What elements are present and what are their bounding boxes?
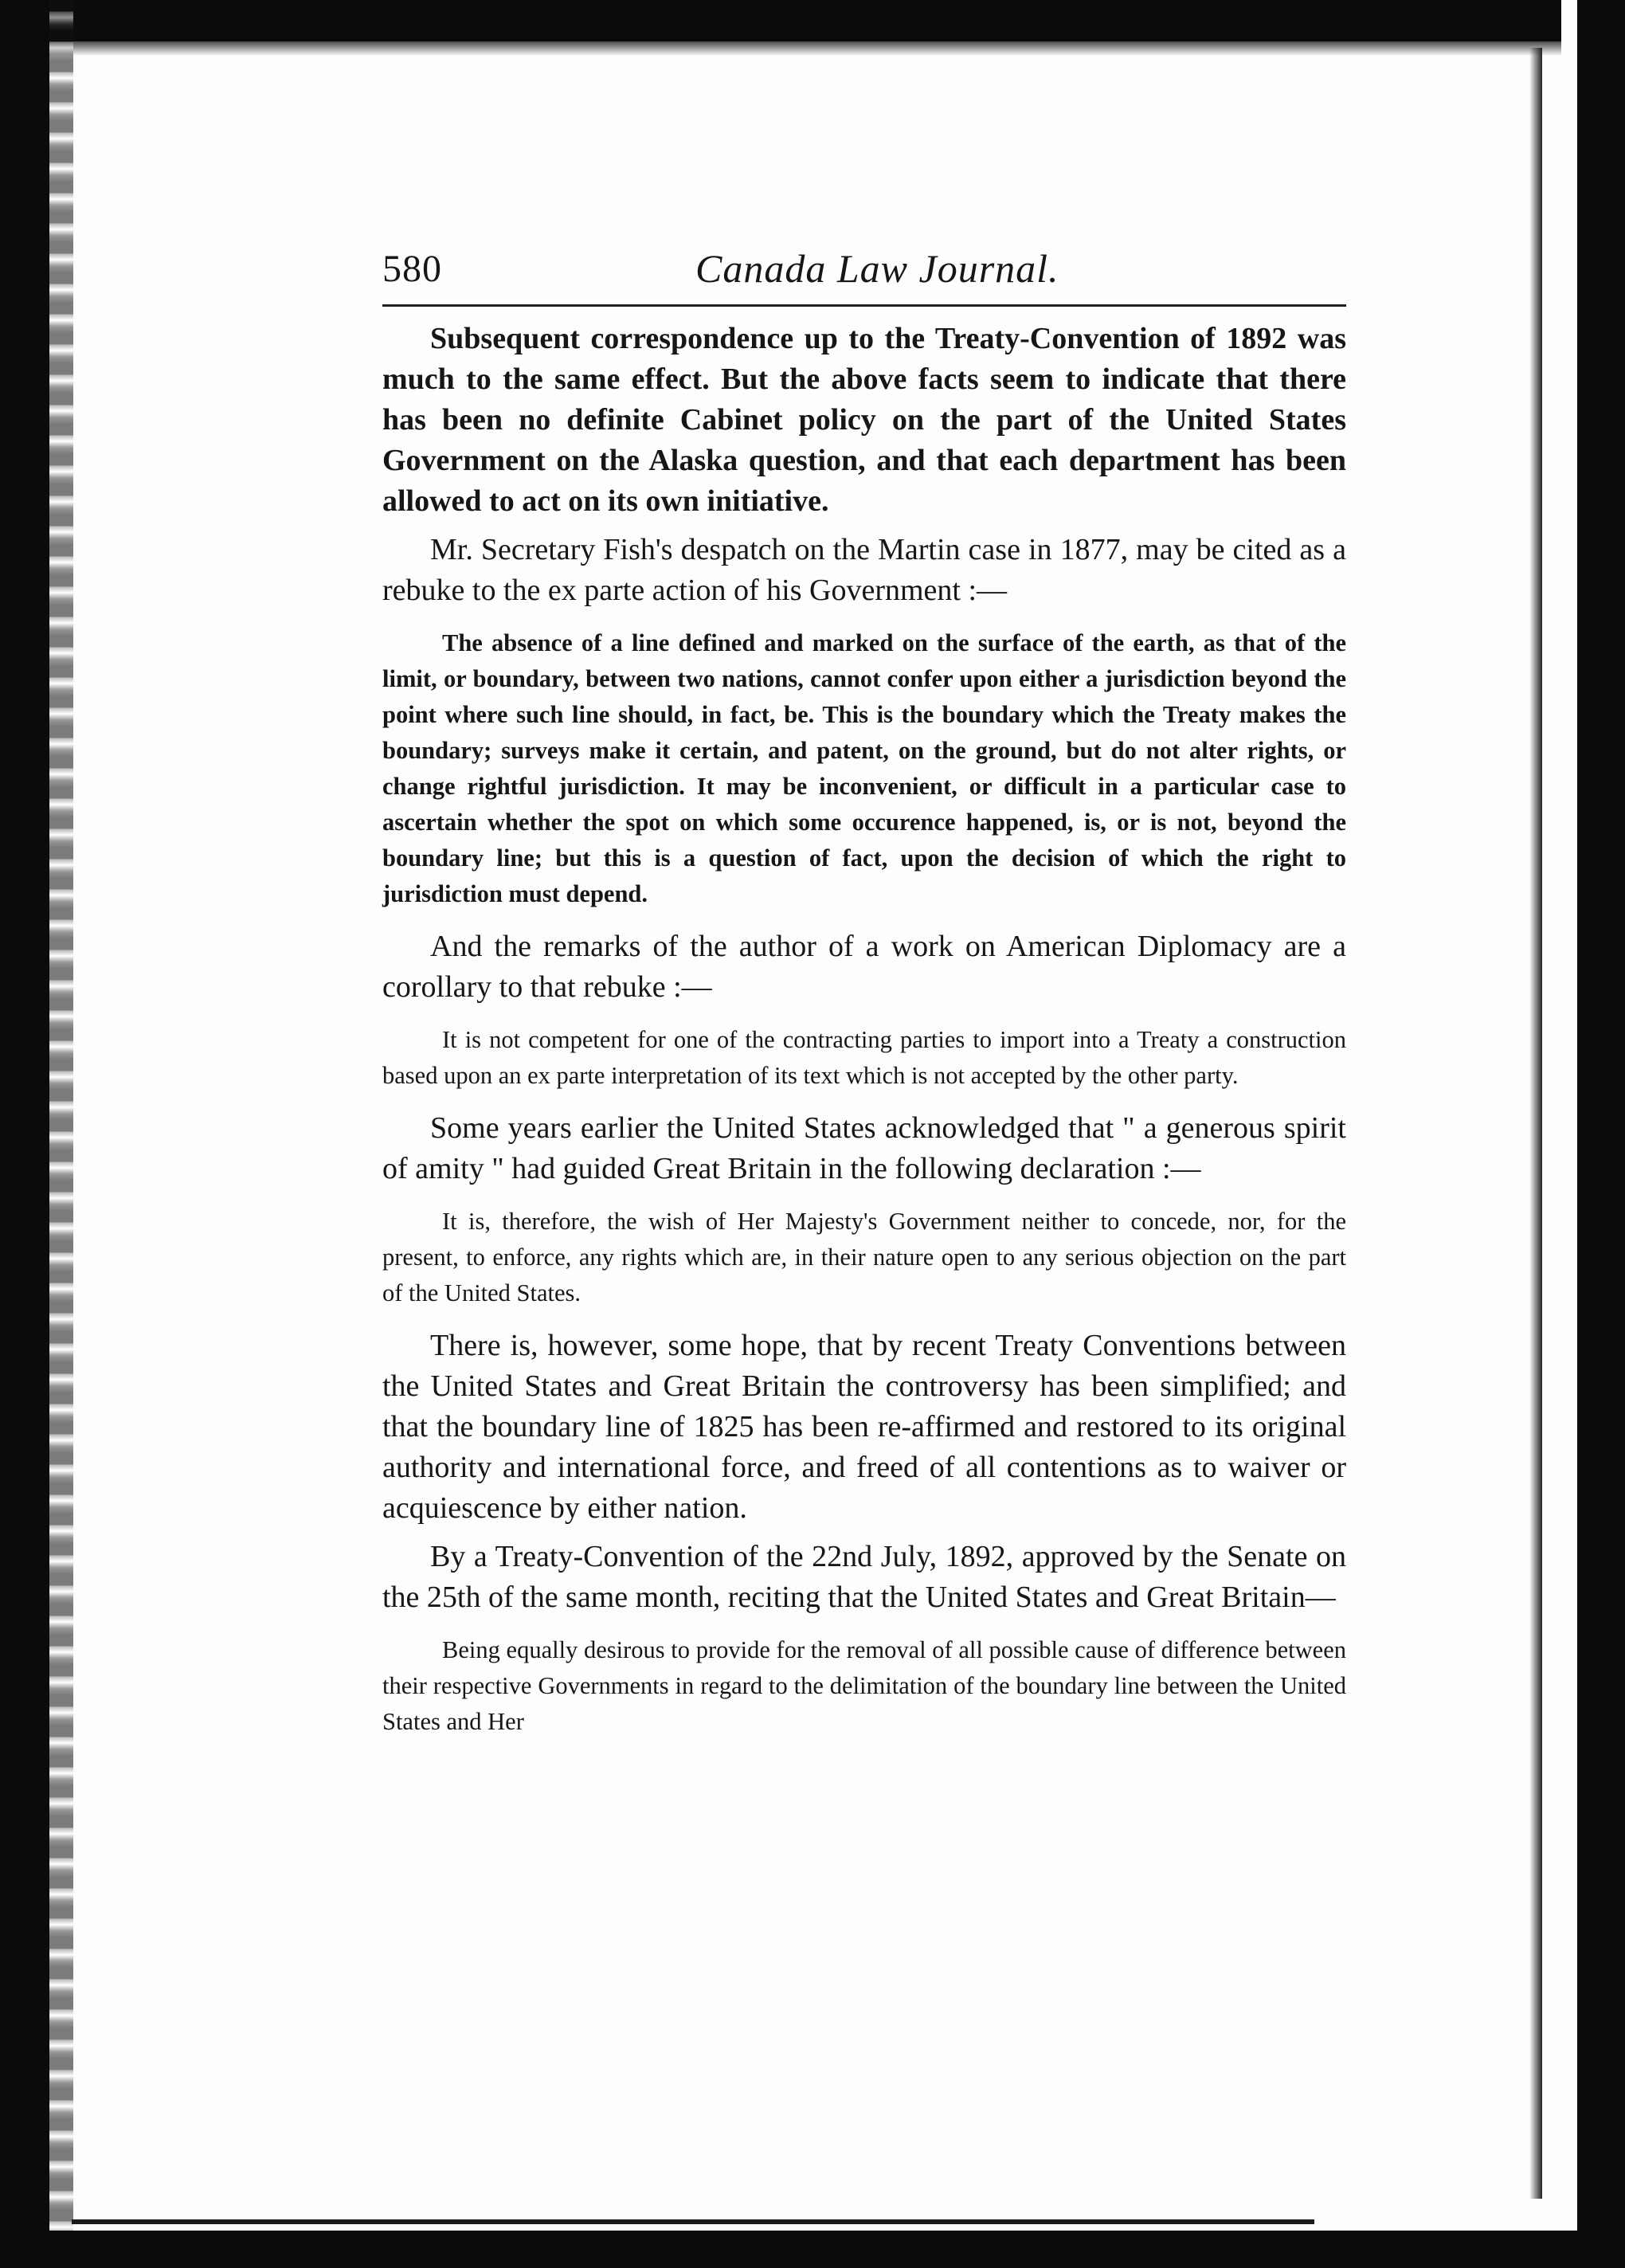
journal-title: Canada Law Journal. bbox=[695, 246, 1059, 291]
paragraph-5: There is, however, some hope, that by recent Treaty Conventions between the United States and Great Britain the controversy has been simplified; and that the boundary line of 1825 has been re-affirmed and restored to its original authority and international force, and freed of all contentions as to waiver or acquiescence by either nation. bbox=[382, 1329, 1346, 1525]
scan-border-bottom bbox=[48, 2231, 1577, 2268]
scan-shadow-top bbox=[48, 41, 1561, 56]
running-header bbox=[382, 239, 1346, 296]
scan-border-right bbox=[1577, 0, 1625, 2268]
quotation-2: It is not competent for one of the contracting parties to import into a Treaty a construction based upon an ex parte interpretation of its text which is not accepted by the other party. bbox=[382, 1026, 1346, 1089]
page-number: 580 bbox=[382, 248, 442, 290]
scan-shadow-right bbox=[1529, 48, 1542, 2199]
scan-border-left bbox=[0, 0, 49, 2268]
paragraph-1: Subsequent correspondence up to the Treaty-Convention of 1892 was much to the same effect. But the above facts seem to indicate that there has been no definite Cabinet policy on the part of the United States Government on the Alaska question, and that each department has been allowed to act on its own initiative. bbox=[382, 322, 1346, 518]
paragraph-6: By a Treaty-Convention of the 22nd July, 1892, approved by the Senate on the 25th of the same month, reciting that the United States and Great Britain— bbox=[382, 1540, 1346, 1614]
scan-border-top bbox=[48, 0, 1561, 41]
scan-noise-left bbox=[49, 0, 73, 2268]
quotation-1: The absence of a line defined and marked on the surface of the earth, as that of the limit, or boundary, between two nations, cannot confer upon either a jurisdiction beyond the point where such line should, in fact, be. This is the boundary which the Treaty makes the boundary; surveys make it certain, and patent, on the ground, but do not alter rights, or change rightful jurisdiction. It may be inconvenient, or difficult in a particular case to ascertain whether the spot on which some occurence happened, is, or is not, beyond the boundary line; but this is a question of fact, upon the decision of which the right to jurisdiction must depend. bbox=[382, 629, 1346, 907]
paragraph-2: Mr. Secretary Fish's despatch on the Martin case in 1877, may be cited as a rebuke to the ex parte action of his Government :— bbox=[382, 533, 1346, 607]
paragraph-4: Some years earlier the United States acknowledged that " a generous spirit of amity " had guided Great Britain in the following declaration :— bbox=[382, 1111, 1346, 1185]
header-rule bbox=[382, 304, 1346, 307]
quotation-3: It is, therefore, the wish of Her Majesty's Government neither to concede, nor, for the present, to enforce, any rights which are, in their nature open to any serious objection on the part of the United States. bbox=[382, 1208, 1346, 1306]
paragraph-3: And the remarks of the author of a work on American Diplomacy are a corollary to that rebuke :— bbox=[382, 930, 1346, 1004]
scan-line-bottom bbox=[72, 2219, 1314, 2224]
quotation-4: Being equally desirous to provide for the removal of all possible cause of difference between their respective Governments in regard to the delimitation of the boundary line between the United States and Her bbox=[382, 1636, 1346, 1735]
page-content bbox=[382, 239, 1346, 1740]
